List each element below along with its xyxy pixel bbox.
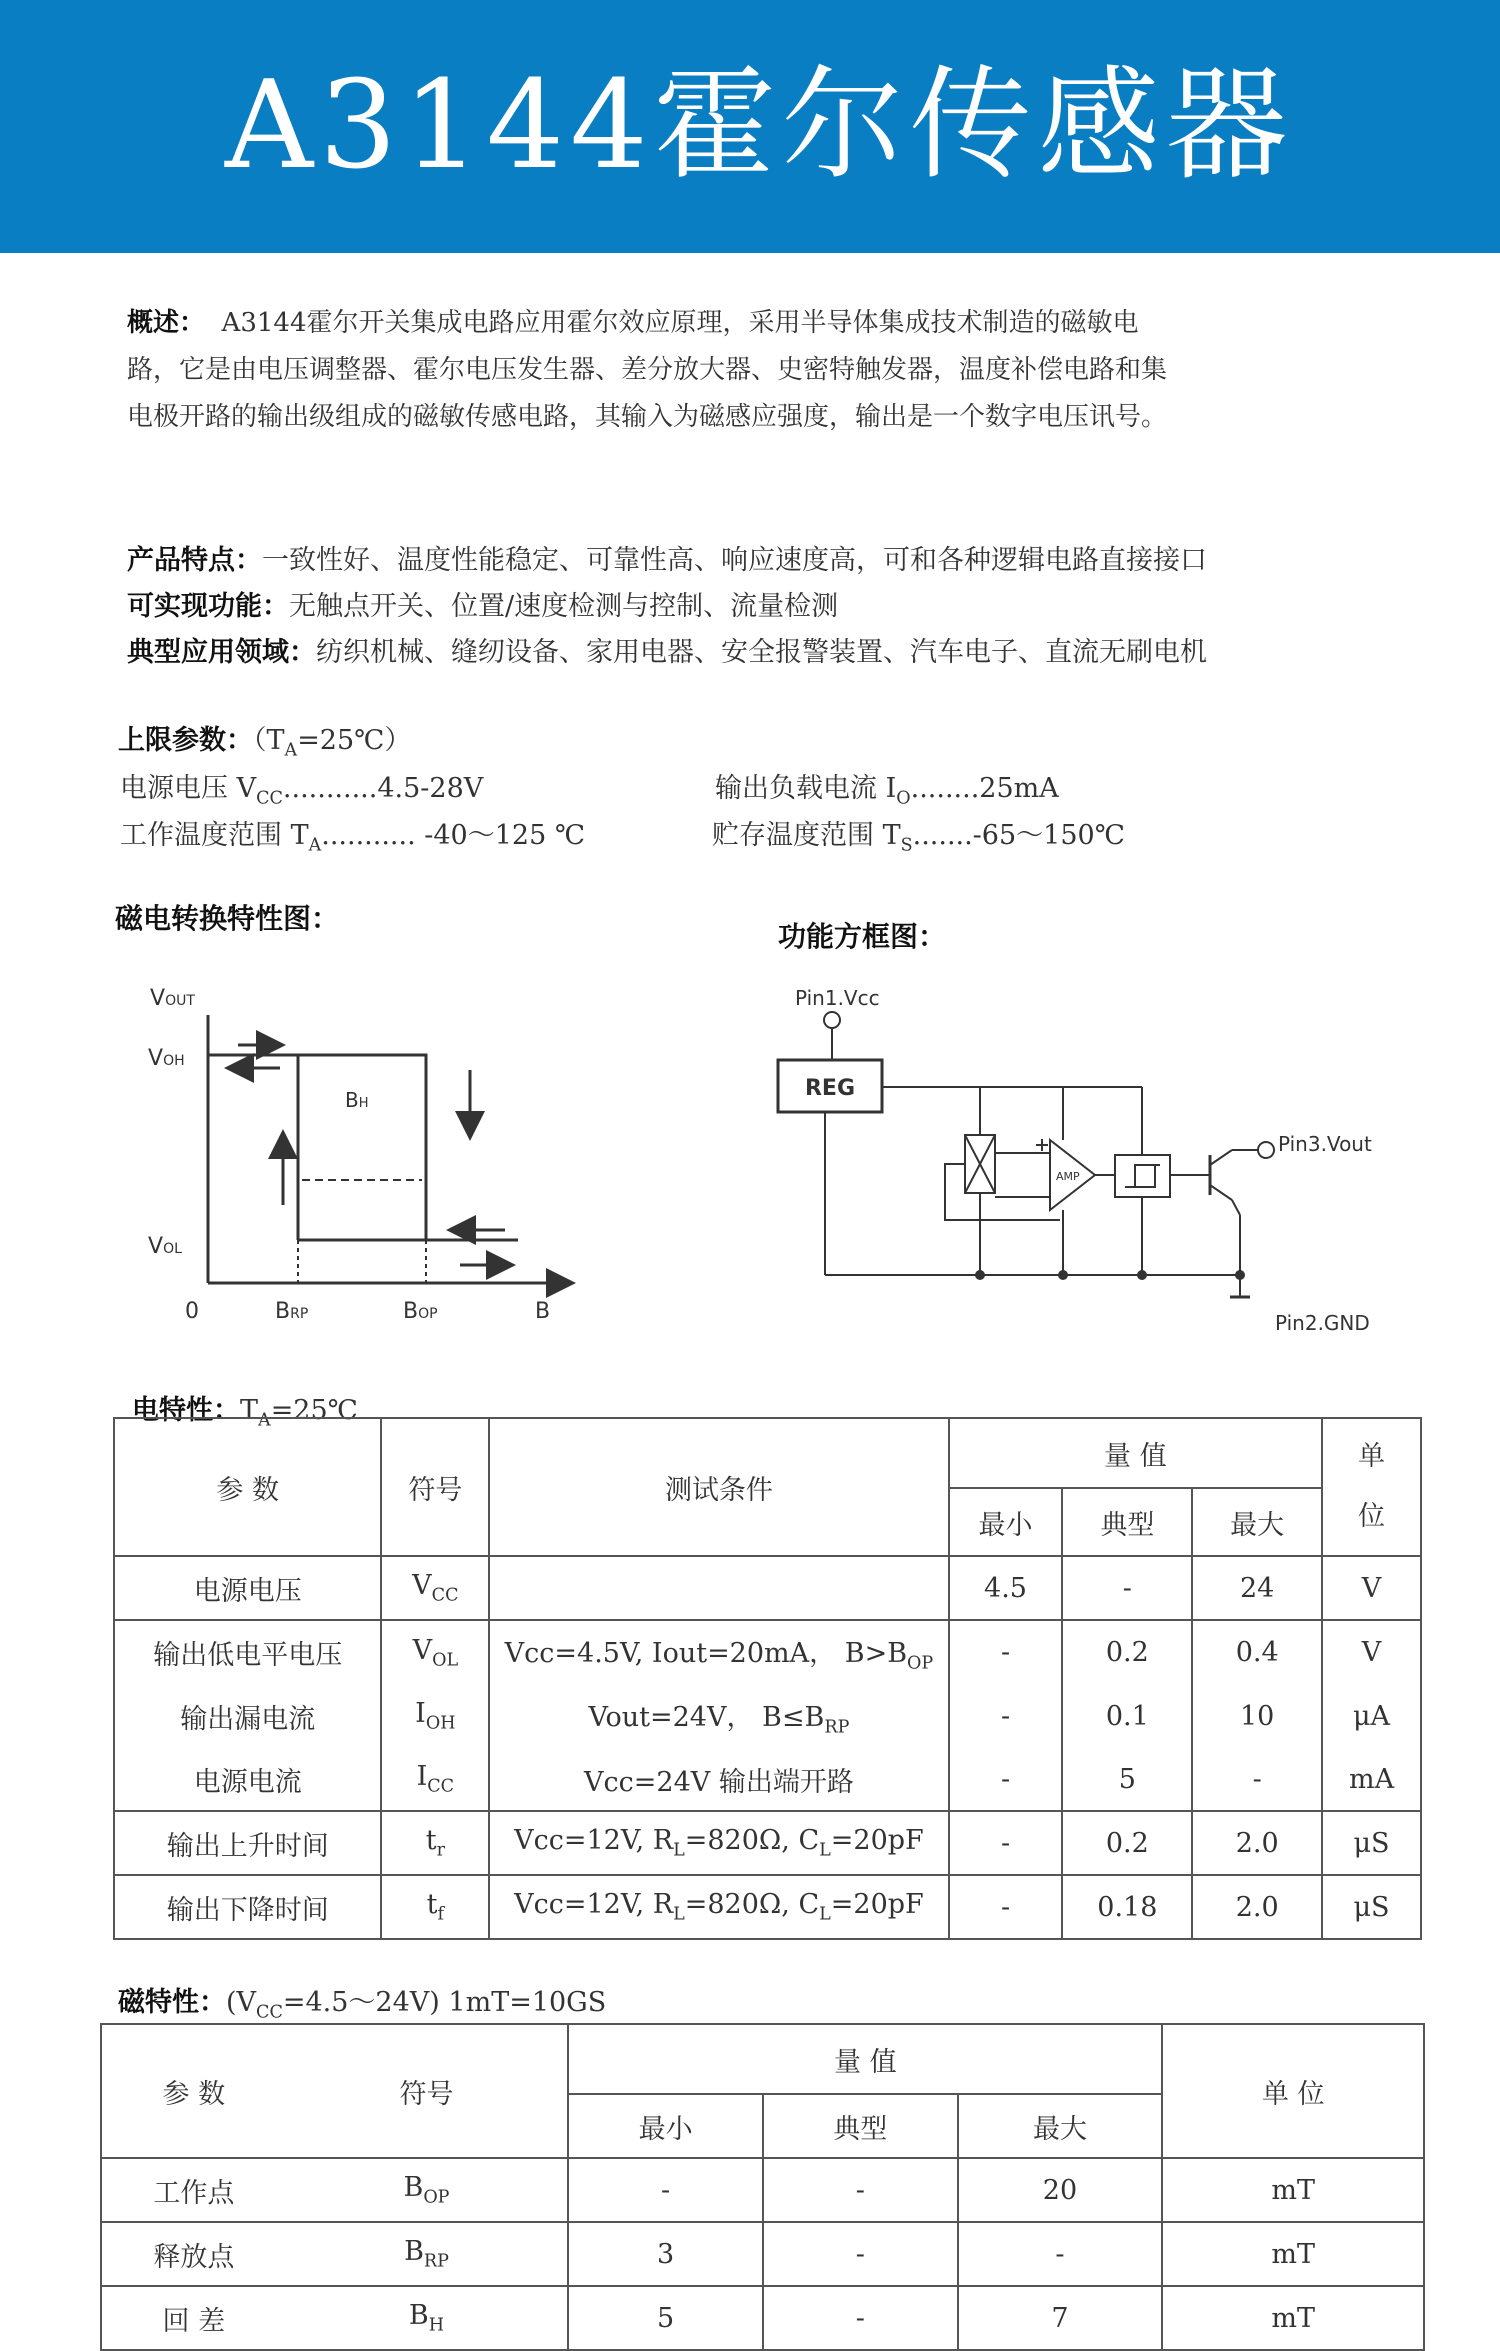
cell-max: 24 xyxy=(1192,1556,1322,1620)
mag-heading xyxy=(118,1980,606,2022)
header-unit xyxy=(1322,1418,1421,1556)
pin3-terminal xyxy=(1258,1142,1274,1158)
cell-unit: μS xyxy=(1322,1811,1421,1875)
cell-max: - xyxy=(958,2222,1163,2286)
cell-typ: 0.1 xyxy=(1062,1684,1192,1748)
header-typ: 典型 xyxy=(1062,1488,1192,1556)
features-label: 产品特点： xyxy=(127,545,262,576)
overview-text: A3144霍尔开关集成电路应用霍尔效应原理，采用半导体集成技术制造的磁敏电路，它是由电压调整器、霍尔电压发生器、差分放大器、史密特触发器，温度补偿电路和集电极开路的输出级组成的磁敏传感电路，其输入为磁感应强度，输出是一个数字电压讯号。 xyxy=(127,308,1168,432)
cell-unit: mA xyxy=(1322,1748,1421,1811)
mag-cond: (V xyxy=(226,1987,257,2018)
voh-label: VOH xyxy=(148,1046,185,1071)
title-banner xyxy=(0,0,1500,253)
functions-label: 可实现功能： xyxy=(127,591,289,622)
limit-ts xyxy=(712,813,1125,855)
cell-max: 10 xyxy=(1192,1684,1322,1748)
node-3 xyxy=(1137,1270,1147,1280)
functions-text: 无触点开关、位置/速度检测与控制、流量检测 xyxy=(289,591,839,622)
block-diagram-title: 功能方框图： xyxy=(778,920,947,953)
cell-typ: 0.2 xyxy=(1062,1620,1192,1684)
elec-cond-sub: A xyxy=(258,1410,271,1431)
cell-param: 释放点 xyxy=(101,2222,286,2286)
cell-param: 输出上升时间 xyxy=(114,1811,381,1875)
limits-cond-end: =25℃） xyxy=(297,725,412,756)
bop-label: BOP xyxy=(403,1299,438,1324)
cell-typ: - xyxy=(763,2286,958,2350)
cell-condition: Vcc=12V, $R_L=820\Omega$, $C_L=20pF$ xyxy=(489,1811,948,1875)
cell-symbol: $t_r$ xyxy=(381,1811,489,1875)
cell-condition: Vout=24V， $B\le B_{RP}$ xyxy=(489,1684,948,1748)
applications-line xyxy=(127,630,1207,669)
table-row xyxy=(114,1875,1421,1939)
cell-symbol: $V_{OL}$ xyxy=(381,1620,489,1684)
cell-typ: 0.2 xyxy=(1062,1811,1192,1875)
cell-symbol: $t_f$ xyxy=(381,1875,489,1939)
limit-ts-value: .......-65～150℃ xyxy=(912,820,1125,851)
limits-label: 上限参数： xyxy=(118,725,253,756)
table-row xyxy=(114,1620,1421,1684)
cell-condition xyxy=(489,1556,948,1620)
cell-unit: mT xyxy=(1162,2286,1424,2350)
header-param: 参 数 xyxy=(101,2024,286,2158)
functions-line xyxy=(127,584,838,623)
cell-max: 2.0 xyxy=(1192,1875,1322,1939)
cell-min: - xyxy=(568,2158,763,2222)
node-4 xyxy=(1235,1270,1245,1280)
limit-io xyxy=(715,766,1059,808)
header-min: 最小 xyxy=(949,1488,1063,1556)
cell-typ: - xyxy=(763,2158,958,2222)
cell-unit: mT xyxy=(1162,2158,1424,2222)
cell-min: 4.5 xyxy=(949,1556,1063,1620)
cell-symbol: $B_H$ xyxy=(286,2286,569,2350)
table-header-row xyxy=(114,1418,1421,1488)
features-text: 一致性好、温度性能稳定、可靠性高、响应速度高，可和各种逻辑电路直接接口 xyxy=(262,545,1207,576)
pin3-label: Pin3.Vout xyxy=(1278,1132,1372,1156)
applications-label: 典型应用领域： xyxy=(127,637,316,668)
amp-label: AMP xyxy=(1056,1170,1080,1183)
node-1 xyxy=(975,1270,985,1280)
cell-typ: - xyxy=(1062,1556,1192,1620)
comp-loop xyxy=(945,1164,1060,1220)
node-2 xyxy=(1058,1270,1068,1280)
header-max: 最大 xyxy=(958,2094,1163,2158)
limit-ta-sub: A xyxy=(308,835,322,856)
schmitt-trigger-block xyxy=(1115,1155,1170,1197)
table-header-row xyxy=(101,2024,1424,2094)
transistor-collector xyxy=(1210,1150,1232,1165)
header-value: 量 值 xyxy=(949,1418,1322,1488)
elec-label: 电特性： xyxy=(132,1395,240,1426)
cell-condition: Vcc=24V 输出端开路 xyxy=(489,1748,948,1811)
limits-heading xyxy=(118,718,411,760)
header-symbol: 符号 xyxy=(381,1418,489,1556)
page-title: A3144霍尔传感器 xyxy=(225,54,1294,196)
cell-min: - xyxy=(949,1620,1063,1684)
header-max: 最大 xyxy=(1192,1488,1322,1556)
limit-vcc-sub: CC xyxy=(256,788,283,809)
pin2-label: Pin2.GND xyxy=(1275,1311,1370,1335)
limit-ts-sub: S xyxy=(900,835,913,856)
pin1-terminal xyxy=(824,1012,840,1028)
elec-cond: T xyxy=(240,1395,259,1426)
cell-param: 输出下降时间 xyxy=(114,1875,381,1939)
electrical-characteristics-table xyxy=(113,1417,1422,1940)
emitter-wire-a xyxy=(1232,1200,1240,1215)
bh-label: BH xyxy=(345,1088,369,1112)
limit-ta-value: ........... -40～125 ℃ xyxy=(321,820,586,851)
brp-label: BRP xyxy=(275,1299,309,1324)
cell-typ: 5 xyxy=(1062,1748,1192,1811)
cell-symbol: $V_{CC}$ xyxy=(381,1556,489,1620)
transfer-chart-title: 磁电转换特性图： xyxy=(115,902,340,935)
cell-symbol: $I_{CC}$ xyxy=(381,1748,489,1811)
cell-condition: Vcc=12V, $R_L=820\Omega$, $C_L=20pF$ xyxy=(489,1875,948,1939)
origin-label: 0 xyxy=(185,1299,199,1324)
table-row xyxy=(101,2286,1424,2350)
cell-max: 7 xyxy=(958,2286,1163,2350)
cell-param: 回 差 xyxy=(101,2286,286,2350)
header-unit-b: 位 xyxy=(1358,1501,1386,1532)
cell-symbol: $I_{OH}$ xyxy=(381,1684,489,1748)
cell-typ: - xyxy=(763,2222,958,2286)
reg-label: REG xyxy=(804,1076,856,1101)
mag-cond-sub: CC xyxy=(256,2002,283,2023)
magnetic-characteristics-table xyxy=(100,2023,1425,2351)
applications-text: 纺织机械、缝纫设备、家用电器、安全报警装置、汽车电子、直流无刷电机 xyxy=(316,637,1207,668)
cell-param: 输出漏电流 xyxy=(114,1684,381,1748)
limit-io-label: 输出负载电流 I xyxy=(715,773,897,804)
functional-block-diagram xyxy=(770,975,1390,1340)
mag-label: 磁特性： xyxy=(118,1987,226,2018)
cell-max: - xyxy=(1192,1748,1322,1811)
limit-vcc-label: 电源电压 V xyxy=(120,773,257,804)
header-value: 量 值 xyxy=(568,2024,1162,2094)
table-row xyxy=(101,2222,1424,2286)
cell-min: - xyxy=(949,1811,1063,1875)
cell-min: - xyxy=(949,1748,1063,1811)
cell-unit: μS xyxy=(1322,1875,1421,1939)
limit-vcc-value: ...........4.5-28V xyxy=(282,773,484,804)
table-row xyxy=(101,2158,1424,2222)
table-row xyxy=(114,1748,1421,1811)
limit-vcc xyxy=(120,766,483,808)
vol-label: VOL xyxy=(148,1234,182,1259)
cell-max: 0.4 xyxy=(1192,1620,1322,1684)
limits-cond: （T xyxy=(253,725,285,756)
elec-cond-end: =25℃ xyxy=(270,1395,358,1426)
limit-io-sub: O xyxy=(896,788,911,809)
header-unit-a: 单 xyxy=(1358,1441,1386,1472)
x-axis-label: B xyxy=(535,1299,551,1324)
cell-param: 工作点 xyxy=(101,2158,286,2222)
cell-symbol: $B_{RP}$ xyxy=(286,2222,569,2286)
y-axis-label: VOUT xyxy=(150,986,195,1011)
cell-min: 3 xyxy=(568,2222,763,2286)
header-typ: 典型 xyxy=(763,2094,958,2158)
overview-label: 概述： xyxy=(127,308,206,338)
table-row xyxy=(114,1684,1421,1748)
header-symbol: 符号 xyxy=(286,2024,569,2158)
limit-ta xyxy=(120,813,585,855)
cell-max: 20 xyxy=(958,2158,1163,2222)
table-row xyxy=(114,1556,1421,1620)
cell-unit: mT xyxy=(1162,2222,1424,2286)
mag-cond-end: =4.5～24V) 1mT=10GS xyxy=(282,1987,607,2018)
cell-typ: 0.18 xyxy=(1062,1875,1192,1939)
header-min: 最小 xyxy=(568,2094,763,2158)
limit-ts-label: 贮存温度范围 T xyxy=(712,820,901,851)
cell-min: 5 xyxy=(568,2286,763,2350)
pin1-label: Pin1.Vcc xyxy=(795,986,880,1010)
cell-max: 2.0 xyxy=(1192,1811,1322,1875)
header-param: 参 数 xyxy=(114,1418,381,1556)
cell-min: - xyxy=(949,1684,1063,1748)
cell-min: - xyxy=(949,1875,1063,1939)
transistor-emitter xyxy=(1210,1185,1232,1200)
transfer-characteristic-diagram xyxy=(130,965,590,1335)
cell-condition: Vcc=4.5V, Iout=20mA， $B>B_{OP}$ xyxy=(489,1620,948,1684)
limit-io-value: ........25mA xyxy=(910,773,1059,804)
header-unit: 单 位 xyxy=(1162,2024,1424,2158)
cell-param: 电源电压 xyxy=(114,1556,381,1620)
cell-param: 电源电流 xyxy=(114,1748,381,1811)
cell-symbol: $B_{OP}$ xyxy=(286,2158,569,2222)
limit-ta-label: 工作温度范围 T xyxy=(120,820,309,851)
table-row xyxy=(114,1811,1421,1875)
features-line xyxy=(127,538,1207,577)
cell-unit: V xyxy=(1322,1620,1421,1684)
cell-unit: V xyxy=(1322,1556,1421,1620)
cell-param: 输出低电平电压 xyxy=(114,1620,381,1684)
overview-paragraph xyxy=(127,300,1187,441)
limits-cond-sub: A xyxy=(284,740,298,761)
header-condition: 测试条件 xyxy=(489,1418,948,1556)
cell-unit: μA xyxy=(1322,1684,1421,1748)
